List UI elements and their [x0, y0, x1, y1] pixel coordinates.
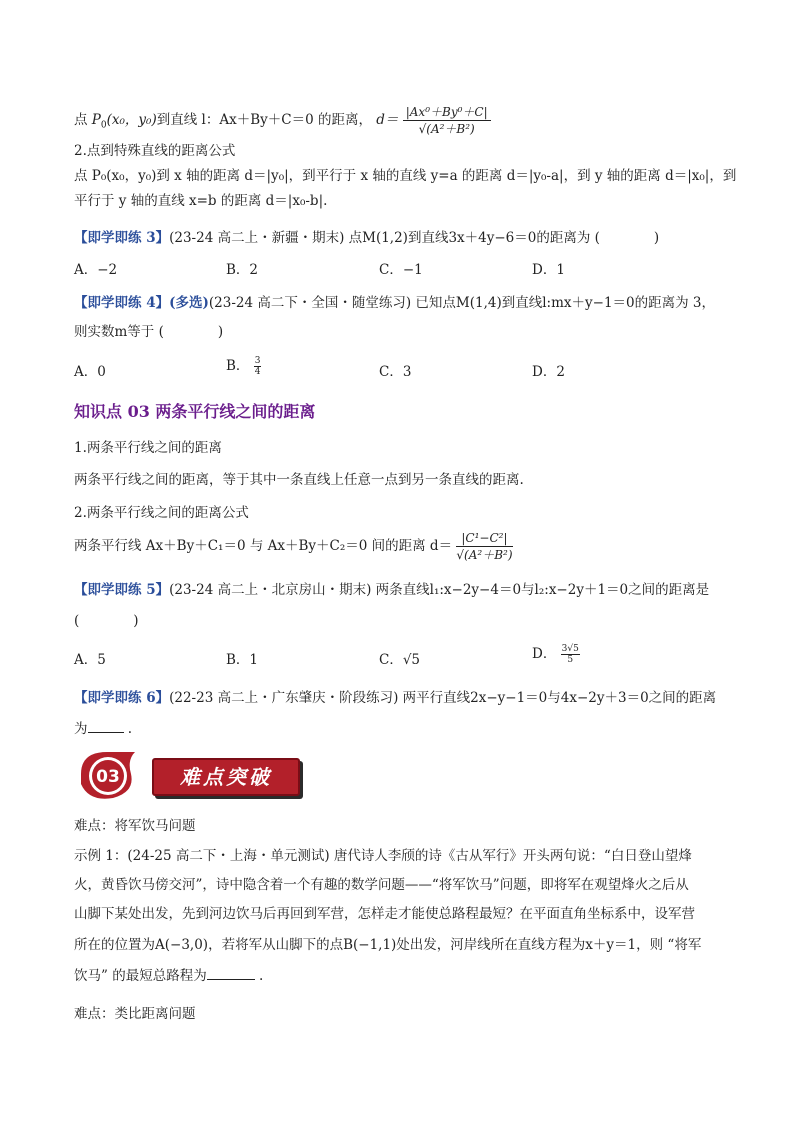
subheading-1: 1.两条平行线之间的距离: [74, 440, 222, 456]
choice-a: A．−2: [74, 262, 118, 278]
text: .: [259, 968, 264, 984]
fraction-numerator: 3: [254, 356, 261, 366]
example-1-line2: 火，黄昏饮马傍交河”，诗中隐含着一个有趣的数学问题——“将军饮马”问题，即将军在观望烽火之后从: [74, 877, 689, 893]
example-1-line5: [74, 966, 263, 986]
exercise-tag: 【即学即练 4】: [74, 295, 170, 311]
exercise-text: (22-23 高二上・广东肇庆・阶段练习) 两平行直线2x−y−1＝0与4x−2y＋3＝0之间的距离: [169, 690, 717, 706]
section-heading-special-lines: 2.点到特殊直线的距离公式: [74, 143, 236, 159]
multi-choice-tag: (多选): [169, 295, 209, 311]
answer-blank[interactable]: [207, 979, 255, 980]
badge-number: 03: [96, 767, 120, 787]
fraction-denominator: √(A²＋B²): [456, 548, 513, 562]
example-1-line1: 示例 1：(24-25 高二下・上海・单元测试) 唐代诗人李颀的诗《古从军行》开头两句说：“白日登山望烽: [74, 848, 692, 864]
paragraph-1: 两条平行线之间的距离，等于其中一条直线上任意一点到另一条直线的距离.: [74, 472, 524, 488]
fraction-denominator: 5: [567, 655, 574, 665]
choice-b: [226, 356, 261, 377]
math-p: P: [91, 112, 101, 128]
section-banner: 难点突破: [152, 758, 300, 796]
fraction-three-root5-over-5: [561, 644, 580, 665]
exercise-text: (23-24 高二上・新疆・期末) 点M(1,2)到直线3x＋4y−6＝0的距离为 ( ): [169, 230, 660, 246]
text: 饮马” 的最短总路程为: [74, 968, 207, 984]
fraction-numerator: |Ax⁰＋By⁰＋C|: [403, 104, 491, 121]
exercise-5: [74, 580, 709, 600]
exercise-4: [74, 293, 715, 313]
exercise-3: [74, 228, 659, 248]
choice-c: C．−1: [379, 262, 423, 278]
choice-b: B．2: [226, 262, 259, 278]
distance-fraction: [403, 104, 491, 137]
exercise-tag: 【即学即练 5】: [74, 582, 170, 598]
knowledge-point-heading: 知识点 03 两条平行线之间的距离: [74, 402, 316, 421]
special-lines-text-1: 点 P₀(x₀，y₀)到 x 轴的距离 d＝|y₀|，到平行于 x 轴的直线 y=a 的距离 d＝|y₀-a|，到 y 轴的距离 d＝|x₀|，到: [74, 168, 737, 184]
exercise-5-line2: ( ): [74, 613, 139, 629]
choice-d: D．1: [532, 262, 565, 278]
fraction-denominator: √(A²＋B²): [418, 122, 475, 136]
exercise-6: [74, 688, 716, 708]
special-lines-text-2: 平行于 y 轴的直线 x=b 的距离 d＝|x₀-b|.: [74, 193, 328, 209]
math-d: d＝: [376, 112, 399, 128]
text: 为: [74, 721, 88, 737]
text: 到直线 l：Ax＋By＋C＝0 的距离，: [156, 112, 372, 128]
choice-a: A．0: [74, 364, 106, 380]
exercise-tag: 【即学即练 6】: [74, 690, 170, 706]
example-1-line3: 山脚下某处出发，先到河边饮马后再回到军营，怎样走才能使总路程最短？在平面直角坐标系中，设军营: [74, 906, 695, 922]
subheading-2: 2.两条平行线之间的距离公式: [74, 505, 249, 521]
choice-d: [532, 644, 580, 665]
fraction-denominator: 4: [254, 367, 261, 377]
math-sub: 0: [100, 120, 107, 131]
choice-a: A．5: [74, 652, 106, 668]
example-1-line4: 所在的位置为A(−3,0)，若将军从山脚下的点B(−1,1)处出发，河岸线所在直线方程为x＋y＝1，则 “将军: [74, 937, 702, 953]
exercise-text: (23-24 高二上・北京房山・期末) 两条直线l₁:x−2y−4＝0与l₂:x−2y＋1＝0之间的距离是: [169, 582, 710, 598]
math-coords: (x₀，y₀): [106, 112, 157, 128]
fraction-three-quarters: [254, 356, 262, 377]
formula-text: 两条平行线 Ax＋By＋C₁＝0 与 Ax＋By＋C₂＝0 间的距离 d＝: [74, 538, 453, 554]
exercise-4-line2: 则实数m等于 ( ): [74, 324, 224, 340]
choice-label: B．: [226, 358, 250, 374]
choice-d: D．2: [532, 364, 565, 380]
exercise-text: (23-24 高二下・全国・随堂练习) 已知点M(1,4)到直线l:mx＋y−1＝0的距离为 3，: [208, 295, 716, 311]
answer-blank[interactable]: [88, 732, 124, 733]
point-line-distance-formula: [74, 104, 491, 137]
fraction-numerator: |C¹−C²|: [456, 530, 512, 547]
difficulty-label-2: 难点：类比距离问题: [74, 1006, 196, 1022]
section-number-badge: [77, 748, 139, 802]
choice-c: C．√5: [379, 652, 421, 668]
choice-b: B．1: [226, 652, 259, 668]
difficulty-label-1: 难点：将军饮马问题: [74, 818, 196, 834]
exercise-6-line2: [74, 719, 132, 739]
text: 点: [74, 112, 88, 128]
exercise-tag: 【即学即练 3】: [74, 230, 170, 246]
parallel-distance-formula: [74, 530, 513, 563]
choice-c: C．3: [379, 364, 412, 380]
choice-label: D．: [532, 646, 557, 662]
text: .: [127, 721, 133, 737]
distance-fraction: [456, 530, 512, 563]
fraction-numerator: 3√5: [561, 644, 579, 654]
